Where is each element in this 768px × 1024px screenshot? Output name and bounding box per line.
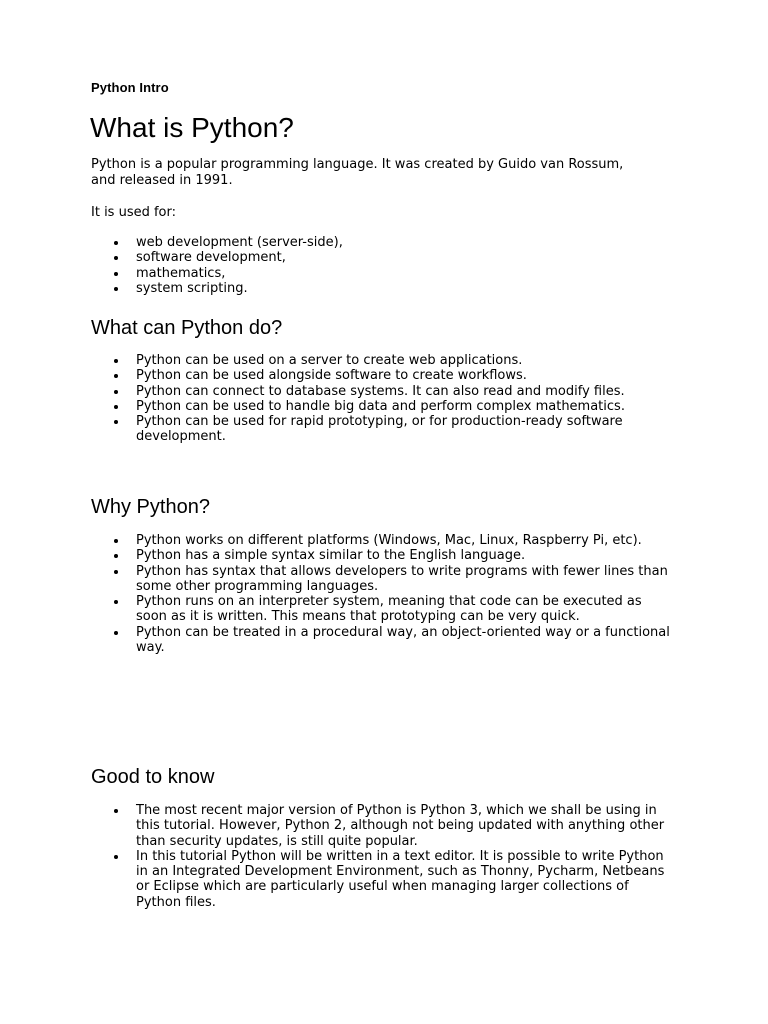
section-heading-why: Why Python? — [91, 496, 210, 518]
page-kicker: Python Intro — [91, 80, 169, 95]
list-item: Python can be treated in a procedural way, an object-oriented way or a functional way. — [91, 625, 671, 656]
list-item: Python works on different platforms (Windows, Mac, Linux, Raspberry Pi, etc). — [91, 533, 671, 548]
list-item: software development, — [91, 250, 671, 265]
section-heading-what-can: What can Python do? — [91, 317, 283, 339]
list-item: Python has syntax that allows developers to write programs with fewer lines than some other programming languages. — [91, 564, 671, 595]
what-can-list — [91, 353, 671, 445]
list-item: The most recent major version of Python is Python 3, which we shall be using in this tutorial. However, Python 2, although not being updated with anything other than security updates, is still quite popular. — [91, 803, 671, 849]
list-item: In this tutorial Python will be written in a text editor. It is possible to write Python in an Integrated Development Environment, such as Thonny, Pycharm, Netbeans or Eclipse which are particularly useful when managing larger collections of Python files. — [91, 849, 671, 910]
list-item: Python can be used to handle big data and perform complex mathematics. — [91, 399, 671, 414]
list-item: Python has a simple syntax similar to the English language. — [91, 548, 671, 563]
section-heading-good: Good to know — [91, 766, 215, 788]
used-for-list — [91, 235, 671, 296]
list-item: mathematics, — [91, 266, 671, 281]
list-item: Python can be used alongside software to create workflows. — [91, 368, 671, 383]
used-for-label: It is used for: — [91, 205, 177, 220]
good-list — [91, 803, 671, 910]
list-item: Python can be used for rapid prototyping, or for production-ready software development. — [91, 414, 671, 445]
list-item: web development (server-side), — [91, 235, 671, 250]
list-item: Python runs on an interpreter system, meaning that code can be executed as soon as it is written. This means that prototyping can be very quick. — [91, 594, 671, 625]
intro-paragraph: Python is a popular programming language. It was created by Guido van Rossum, and released in 1991. — [91, 157, 624, 188]
page-title: What is Python? — [90, 112, 294, 143]
why-list — [91, 533, 671, 655]
list-item: Python can connect to database systems. It can also read and modify files. — [91, 384, 671, 399]
list-item: Python can be used on a server to create web applications. — [91, 353, 671, 368]
list-item: system scripting. — [91, 281, 671, 296]
